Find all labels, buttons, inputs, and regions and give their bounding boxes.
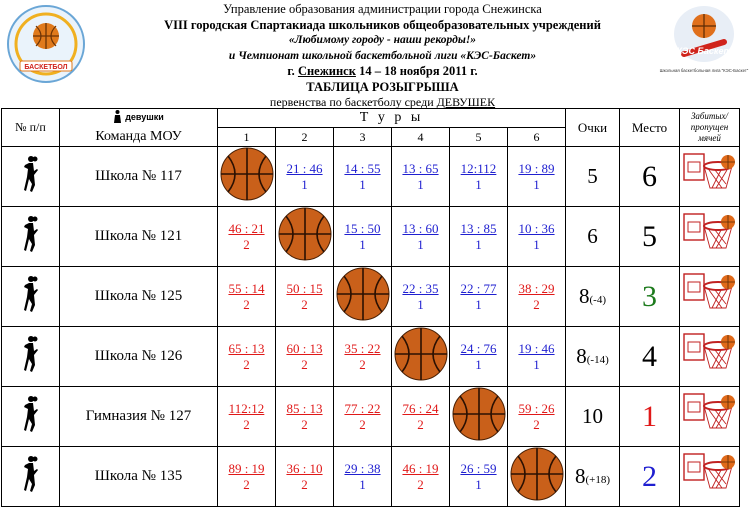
column-header-points: Очки [566, 109, 620, 147]
basketball-hoop-icon [682, 483, 738, 500]
points-cell [566, 327, 620, 387]
match-result-cell [508, 387, 566, 447]
match-points: 1 [359, 176, 366, 192]
column-header-tours: Т у р ы [218, 109, 566, 128]
basketball-hoop-icon [682, 423, 738, 440]
match-score: 60 : 13 [286, 340, 323, 356]
basketball-player-icon [21, 360, 41, 377]
match-result-cell [392, 447, 450, 507]
points-value: 5 [587, 164, 598, 188]
team-name: Школа № 126 [60, 327, 218, 387]
match-points: 2 [243, 296, 250, 312]
match-score: 13 : 60 [402, 220, 439, 236]
match-result-cell [450, 207, 508, 267]
results-table [1, 108, 740, 507]
basketball-hoop-icon [682, 243, 738, 260]
place-cell: 5 [620, 207, 680, 267]
logo-right-caption: Школьная баскетбольная лига "КЭС-Баскет" [659, 68, 749, 73]
match-score: 36 : 10 [286, 460, 323, 476]
match-points: 2 [533, 416, 540, 432]
points-tiebreak: (-4) [589, 294, 606, 306]
match-score: 24 : 76 [460, 340, 497, 356]
tour-number-5: 5 [450, 128, 508, 147]
match-result-cell [276, 447, 334, 507]
team-name: Школа № 125 [60, 267, 218, 327]
match-score: 21 : 46 [286, 160, 323, 176]
match-result-cell [334, 207, 392, 267]
points-tiebreak: (-14) [586, 354, 609, 366]
points-tiebreak: (+18) [585, 474, 611, 486]
match-result-cell [392, 387, 450, 447]
basketball-hoop-icon [682, 183, 738, 200]
place-cell: 1 [620, 387, 680, 447]
match-result-cell [276, 387, 334, 447]
column-header-number: № п/п [2, 109, 60, 147]
match-result-cell [508, 207, 566, 267]
match-score: 13 : 85 [460, 220, 497, 236]
match-score: 85 : 13 [286, 400, 323, 416]
match-result-cell [334, 327, 392, 387]
match-result-cell [334, 387, 392, 447]
match-result-cell [218, 447, 276, 507]
match-points: 2 [243, 416, 250, 432]
girls-badge: девушки [113, 110, 164, 124]
header-line-5: г. Снежинск 14 – 18 ноября 2011 г. [287, 64, 478, 78]
match-result-cell [218, 267, 276, 327]
column-header-team: девушки Команда МОУ [60, 109, 218, 147]
match-points: 2 [533, 296, 540, 312]
goals-cell [680, 207, 740, 267]
row-number-cell [2, 327, 60, 387]
sports-games-logo [6, 4, 86, 84]
points-cell [566, 387, 620, 447]
goals-cell [680, 327, 740, 387]
table-row [2, 327, 740, 387]
basketball-player-icon [21, 300, 41, 317]
match-score: 59 : 26 [518, 400, 555, 416]
match-points: 2 [417, 416, 424, 432]
logo-left-text: БАСКЕТБОЛ [24, 64, 68, 71]
points-cell [566, 267, 620, 327]
match-points: 1 [359, 476, 366, 492]
header-line-2: VIII городская Спартакиада школьников общеобразовательных учреждений [164, 17, 601, 32]
match-score: 29 : 38 [344, 460, 381, 476]
match-points: 2 [301, 356, 308, 372]
basketball-icon [452, 428, 506, 445]
match-points: 1 [533, 356, 540, 372]
tour-number-6: 6 [508, 128, 566, 147]
column-header-goals: Забитых/ пропущен мячей [680, 109, 740, 147]
league-logo [659, 4, 749, 88]
place-cell: 4 [620, 327, 680, 387]
diagonal-cell [276, 207, 334, 267]
match-result-cell [276, 267, 334, 327]
team-name: Школа № 135 [60, 447, 218, 507]
match-points: 2 [359, 356, 366, 372]
match-score: 76 : 24 [402, 400, 439, 416]
points-value: 8 [576, 344, 587, 368]
logo-right-text: КЭС Баскет [676, 46, 732, 56]
match-points: 2 [359, 416, 366, 432]
header-line-4: и Чемпионат школьной баскетбольной лиги «КЭС-Баскет» [228, 49, 537, 62]
row-number-cell [2, 447, 60, 507]
match-points: 1 [475, 236, 482, 252]
table-row [2, 267, 740, 327]
basketball-icon [278, 248, 332, 265]
match-score: 22 : 35 [402, 280, 439, 296]
team-name: Школа № 121 [60, 207, 218, 267]
points-value: 8 [579, 284, 590, 308]
header-line-6: ТАБЛИЦА РОЗЫГРЫША [306, 79, 459, 94]
match-score: 50 : 15 [286, 280, 323, 296]
match-points: 2 [417, 476, 424, 492]
match-result-cell [450, 267, 508, 327]
points-cell [566, 207, 620, 267]
diagonal-cell [392, 327, 450, 387]
match-score: 15 : 50 [344, 220, 381, 236]
basketball-player-icon [21, 420, 41, 437]
match-score: 35 : 22 [344, 340, 381, 356]
place-cell: 3 [620, 267, 680, 327]
match-result-cell [508, 267, 566, 327]
match-points: 2 [243, 236, 250, 252]
points-value: 8 [574, 464, 586, 488]
match-score: 65 : 13 [228, 340, 265, 356]
match-result-cell [392, 267, 450, 327]
match-points: 1 [475, 356, 482, 372]
match-points: 1 [417, 176, 424, 192]
row-number-cell [2, 387, 60, 447]
match-score: 22 : 77 [460, 280, 497, 296]
match-points: 1 [533, 176, 540, 192]
match-points: 1 [475, 176, 482, 192]
match-points: 1 [533, 236, 540, 252]
header-line-7: первенства по баскетболу среди ДЕВУШЕК [269, 95, 496, 109]
team-name: Гимназия № 127 [60, 387, 218, 447]
row-number-cell [2, 147, 60, 207]
table-row [2, 447, 740, 507]
row-number-cell [2, 207, 60, 267]
match-points: 1 [475, 476, 482, 492]
basketball-player-icon [21, 180, 41, 197]
points-value: 6 [587, 224, 598, 248]
match-result-cell [218, 327, 276, 387]
table-row [2, 207, 740, 267]
place-cell: 2 [620, 447, 680, 507]
basketball-player-icon [21, 240, 41, 257]
match-score: 12:112 [460, 160, 497, 176]
match-points: 1 [417, 296, 424, 312]
goals-cell [680, 447, 740, 507]
match-score: 46 : 19 [402, 460, 439, 476]
tour-number-4: 4 [392, 128, 450, 147]
match-score: 77 : 22 [344, 400, 381, 416]
points-cell [566, 147, 620, 207]
goals-cell [680, 267, 740, 327]
match-score: 46 : 21 [228, 220, 265, 236]
goals-cell [680, 387, 740, 447]
basketball-icon [220, 188, 274, 205]
match-points: 2 [301, 416, 308, 432]
points-value: 10 [582, 404, 603, 428]
match-result-cell [218, 207, 276, 267]
match-points: 2 [243, 356, 250, 372]
match-score: 38 : 29 [518, 280, 555, 296]
match-score: 26 : 59 [460, 460, 497, 476]
match-score: 55 : 14 [228, 280, 265, 296]
header [0, 0, 749, 109]
match-result-cell [276, 147, 334, 207]
tour-number-1: 1 [218, 128, 276, 147]
match-points: 2 [243, 476, 250, 492]
match-score: 112:12 [228, 400, 265, 416]
tour-number-3: 3 [334, 128, 392, 147]
tour-number-2: 2 [276, 128, 334, 147]
match-result-cell [334, 147, 392, 207]
match-result-cell [276, 327, 334, 387]
diagonal-cell [450, 387, 508, 447]
match-result-cell [450, 147, 508, 207]
place-cell: 6 [620, 147, 680, 207]
points-cell [566, 447, 620, 507]
match-points: 2 [301, 476, 308, 492]
match-result-cell [334, 447, 392, 507]
basketball-hoop-icon [682, 303, 738, 320]
match-points: 1 [417, 236, 424, 252]
match-result-cell [450, 327, 508, 387]
team-name: Школа № 117 [60, 147, 218, 207]
match-score: 13 : 65 [402, 160, 439, 176]
diagonal-cell [508, 447, 566, 507]
goals-cell [680, 147, 740, 207]
basketball-hoop-icon [682, 363, 738, 380]
table-row [2, 147, 740, 207]
match-result-cell [392, 147, 450, 207]
match-result-cell [392, 207, 450, 267]
diagonal-cell [218, 147, 276, 207]
girl-silhouette-icon [113, 110, 122, 124]
basketball-icon [336, 308, 390, 325]
match-points: 1 [475, 296, 482, 312]
match-points: 1 [301, 176, 308, 192]
match-points: 1 [359, 236, 366, 252]
basketball-player-icon [21, 480, 41, 497]
diagonal-cell [334, 267, 392, 327]
match-score: 89 : 19 [228, 460, 265, 476]
column-header-place: Место [620, 109, 680, 147]
match-score: 10 : 36 [518, 220, 555, 236]
match-score: 19 : 89 [518, 160, 555, 176]
table-row [2, 387, 740, 447]
match-score: 14 : 55 [344, 160, 381, 176]
header-line-1: Управление образования администрации города Снежинска [223, 2, 542, 16]
header-line-3: «Любимому городу - наши рекорды!» [288, 34, 477, 46]
basketball-icon [394, 368, 448, 385]
match-result-cell [508, 147, 566, 207]
row-number-cell [2, 267, 60, 327]
match-result-cell [218, 387, 276, 447]
basketball-icon [510, 488, 564, 505]
match-points: 2 [301, 296, 308, 312]
match-result-cell [450, 447, 508, 507]
match-score: 19 : 46 [518, 340, 555, 356]
match-result-cell [508, 327, 566, 387]
